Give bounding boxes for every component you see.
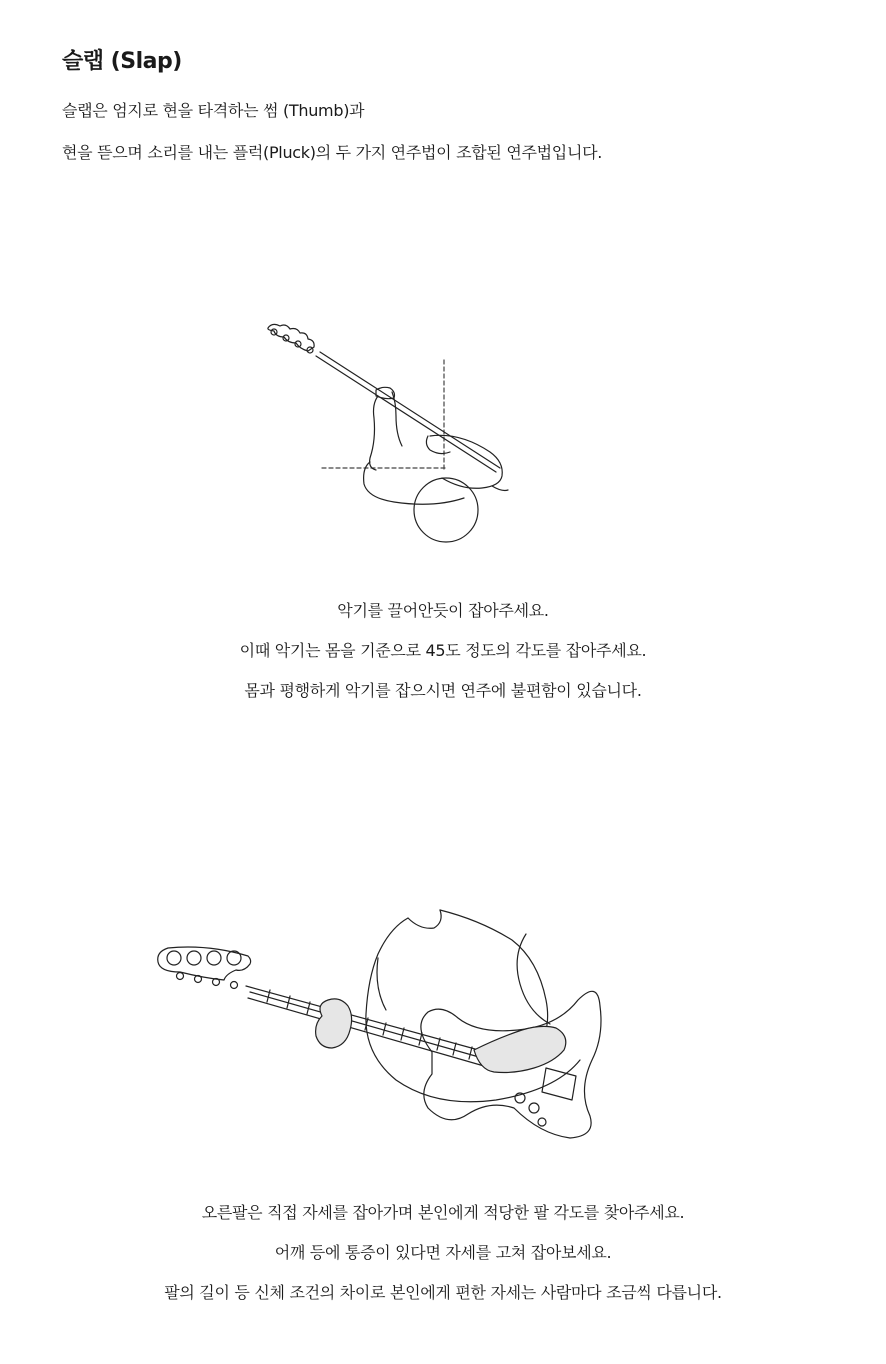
seated-caption-1: 악기를 끌어안듯이 잡아주세요. [337,601,549,620]
standing-bass-posture-illustration [150,902,630,1162]
seated-caption-3: 몸과 평행하게 악기를 잡으시면 연주에 불편함이 있습니다. [244,681,642,700]
seated-bass-posture-illustration [260,312,540,552]
intro-line-1: 슬랩은 엄지로 현을 타격하는 썸 (Thumb)과 [62,101,365,120]
seated-caption-2: 이때 악기는 몸을 기준으로 45도 정도의 각도를 잡아주세요. [239,641,647,660]
page-title: 슬랩 (Slap) [62,49,182,74]
standing-caption-2: 어깨 등에 통증이 있다면 자세를 고쳐 잡아보세요. [274,1243,612,1262]
standing-caption-1: 오른팔은 직접 자세를 잡아가며 본인에게 적당한 팔 각도를 찾아주세요. [201,1203,685,1222]
intro-line-2: 현을 뜯으며 소리를 내는 플럭(Pluck)의 두 가지 연주법이 조합된 연주법입니다. [62,143,603,162]
standing-caption-3: 팔의 길이 등 신체 조건의 차이로 본인에게 편한 자세는 사람마다 조금씩 다릅니다. [164,1283,722,1302]
